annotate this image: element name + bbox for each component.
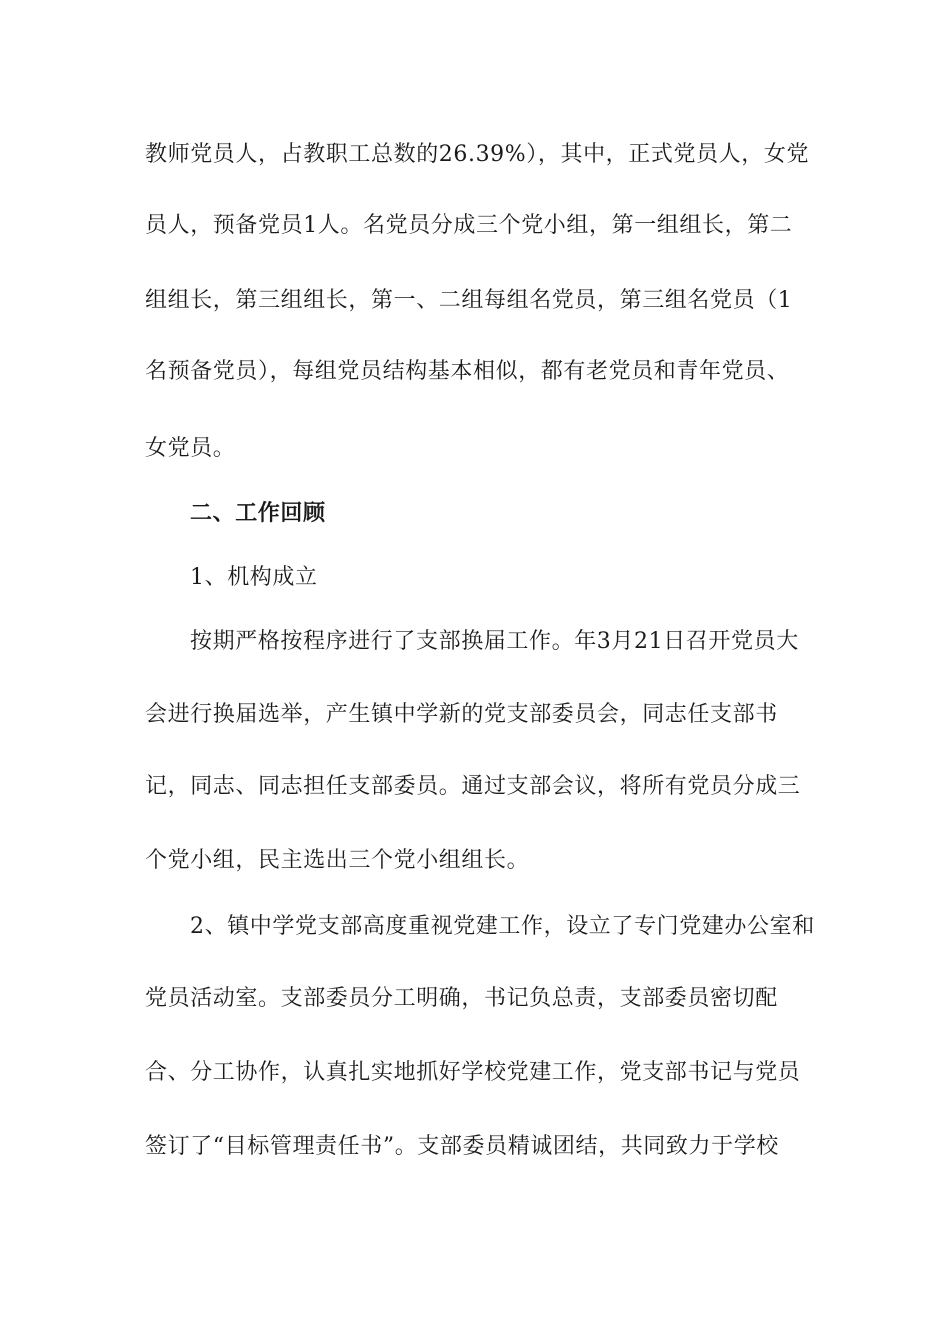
paragraph-line: 会进行换届选举，产生镇中学新的党支部委员会，同志任支部书 bbox=[145, 702, 778, 727]
paragraph-line: 员人，预备党员1人。名党员分成三个党小组，第一组组长，第二 bbox=[145, 213, 793, 238]
subsection-heading: 1、机构成立 bbox=[190, 565, 318, 590]
paragraph-line: 组组长，第三组组长，第一、二组每组名党员，第三组名党员（1 bbox=[145, 288, 793, 313]
paragraph-line: 2、镇中学党支部高度重视党建工作，设立了专门党建办公室和 bbox=[190, 914, 815, 939]
paragraph-line: 党员活动室。支部委员分工明确，书记负总责，支部委员密切配 bbox=[145, 986, 778, 1011]
paragraph-line: 合、分工协作，认真扎实地抓好学校党建工作，党支部书记与党员 bbox=[145, 1060, 801, 1085]
paragraph-line: 签订了“目标管理责任书”。支部委员精诚团结，共同致力于学校 bbox=[145, 1134, 779, 1159]
paragraph-line: 按期严格按程序进行了支部换届工作。年3月21日召开党员大 bbox=[190, 629, 799, 654]
paragraph-line: 教师党员人，占教职工总数的26.39%），其中，正式党员人，女党 bbox=[145, 142, 810, 167]
paragraph-line: 记，同志、同志担任支部委员。通过支部会议，将所有党员分成三 bbox=[145, 774, 801, 799]
paragraph-line: 女党员。 bbox=[145, 436, 236, 461]
paragraph-line: 个党小组，民主选出三个党小组组长。 bbox=[145, 848, 530, 873]
section-heading: 二、工作回顾 bbox=[190, 501, 326, 526]
paragraph-line: 名预备党员），每组党员结构基本相似，都有老党员和青年党员、 bbox=[145, 359, 790, 384]
